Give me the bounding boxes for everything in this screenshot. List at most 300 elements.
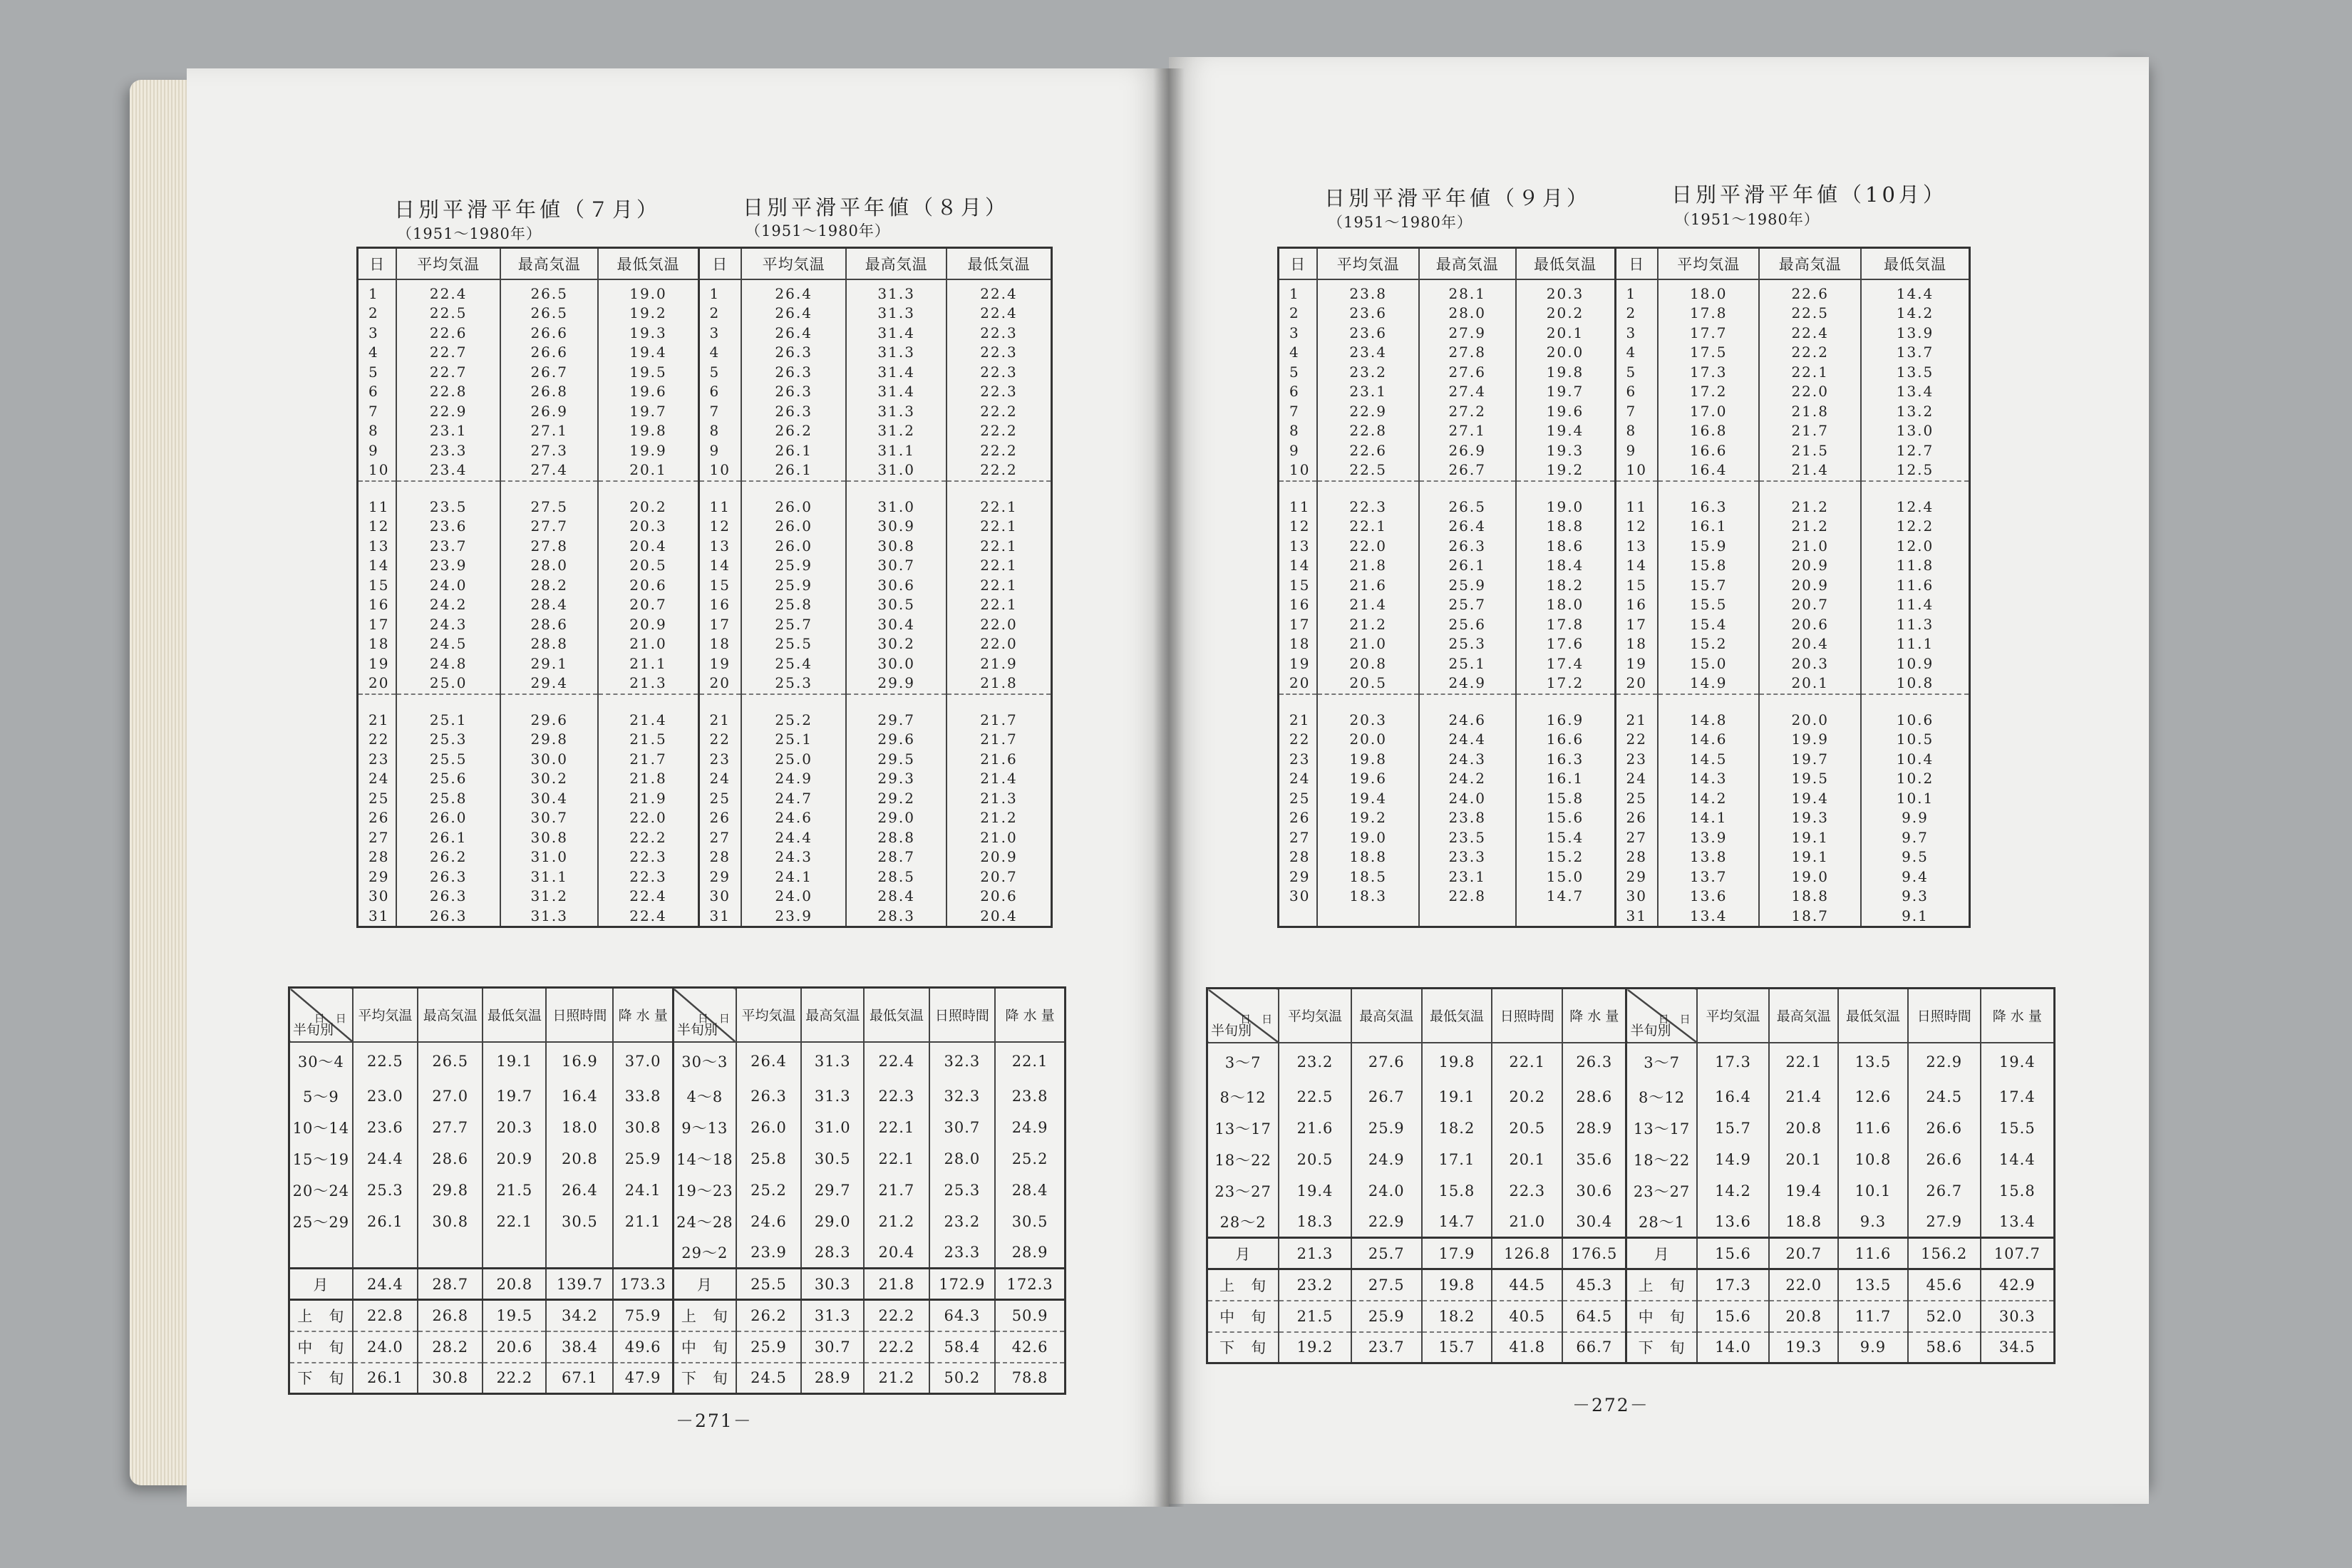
value-cell: 20.3 (483, 1112, 546, 1143)
day-cell (1279, 907, 1318, 927)
value-cell: 25.9 (1351, 1301, 1422, 1332)
value-cell: 58.4 (929, 1331, 996, 1363)
value-cell: 24.6 (736, 1206, 801, 1237)
value-cell: 23.9 (396, 556, 500, 576)
value-cell: 15.2 (1658, 634, 1760, 654)
value-cell: 13.8 (1658, 847, 1760, 867)
day-cell: 21 (1615, 694, 1658, 731)
table-row (358, 828, 1052, 848)
value-cell (546, 1237, 613, 1269)
value-cell: 29.4 (500, 674, 599, 694)
value-cell: 14.5 (1658, 750, 1760, 770)
day-cell: 30 (1615, 887, 1658, 907)
day-cell: 7 (358, 402, 397, 422)
value-cell: 21.9 (947, 654, 1052, 674)
value-cell: 10.1 (1838, 1175, 1908, 1207)
value-cell: 31.0 (801, 1112, 864, 1143)
value-cell: 19.4 (1981, 1043, 2055, 1081)
value-cell: 64.3 (929, 1300, 996, 1331)
table-row (1279, 694, 1970, 731)
value-cell: 22.4 (864, 1042, 929, 1080)
value-cell: 14.3 (1658, 769, 1760, 789)
value-cell: 30.3 (801, 1269, 864, 1300)
value-cell: 18.2 (1422, 1301, 1492, 1332)
value-cell: 19.6 (1317, 769, 1419, 789)
table-row (358, 674, 1052, 694)
value-cell: 18.8 (1769, 1207, 1838, 1238)
value-cell: 17.8 (1658, 304, 1760, 324)
table-row (1207, 1043, 2055, 1081)
value-cell: 14.2 (1658, 789, 1760, 809)
value-cell: 24.2 (396, 595, 500, 615)
value-cell: 28.9 (801, 1363, 864, 1394)
value-cell: 11.7 (1838, 1301, 1908, 1332)
period-cell: 上 旬 (1626, 1269, 1697, 1301)
value-cell (613, 1237, 673, 1269)
day-cell: 7 (1279, 402, 1318, 422)
value-cell (353, 1237, 418, 1269)
value-cell: 22.0 (598, 808, 698, 828)
period-cell: 29～2 (673, 1237, 736, 1269)
period-cell: 30～3 (673, 1042, 736, 1080)
table-row (358, 750, 1052, 770)
col-max-temp: 最高気温 (801, 988, 864, 1042)
day-cell: 18 (1279, 634, 1318, 654)
day-cell: 20 (698, 674, 741, 694)
period-cell: 下 旬 (673, 1363, 736, 1394)
value-cell: 20.3 (1759, 654, 1861, 674)
day-cell: 14 (698, 556, 741, 576)
value-cell: 15.2 (1516, 847, 1616, 867)
day-cell: 12 (1615, 517, 1658, 537)
value-cell: 29.1 (500, 654, 599, 674)
table-row (289, 1143, 1066, 1175)
value-cell: 14.4 (1861, 279, 1970, 304)
value-cell: 21.6 (947, 750, 1052, 770)
value-cell: 78.8 (995, 1363, 1065, 1394)
day-cell: 1 (698, 279, 741, 304)
value-cell: 14.4 (1981, 1144, 2055, 1175)
value-cell: 24.9 (1351, 1144, 1422, 1175)
value-cell: 21.4 (1769, 1081, 1838, 1113)
table-row (358, 537, 1052, 557)
period-cell: 3～7 (1626, 1043, 1697, 1081)
value-cell: 19.0 (1516, 481, 1616, 517)
value-cell: 20.7 (1759, 595, 1861, 615)
value-cell: 15.8 (1658, 556, 1760, 576)
value-cell: 21.8 (598, 769, 698, 789)
value-cell: 29.6 (846, 730, 947, 750)
value-cell: 21.2 (864, 1363, 929, 1394)
table-row (358, 382, 1052, 402)
value-cell: 19.1 (1759, 847, 1861, 867)
day-cell: 18 (1615, 634, 1658, 654)
value-cell: 19.8 (1422, 1269, 1492, 1301)
value-cell: 31.3 (801, 1080, 864, 1112)
day-cell: 31 (1615, 907, 1658, 927)
value-cell: 23.1 (1317, 382, 1419, 402)
value-cell: 25.5 (736, 1269, 801, 1300)
value-cell: 13.6 (1697, 1207, 1770, 1238)
day-cell: 16 (1279, 595, 1318, 615)
value-cell: 21.2 (1759, 517, 1861, 537)
value-cell: 20.4 (1759, 634, 1861, 654)
col-sunshine: 日照時間 (1908, 989, 1981, 1043)
value-cell: 15.0 (1658, 654, 1760, 674)
period-cell: 月 (673, 1269, 736, 1300)
value-cell: 27.8 (500, 537, 599, 557)
value-cell: 22.1 (1317, 517, 1419, 537)
value-cell: 17.3 (1697, 1269, 1770, 1301)
value-cell: 25.2 (736, 1175, 801, 1206)
day-cell: 6 (1279, 382, 1318, 402)
table-row (289, 1237, 1066, 1269)
period-cell: 下 旬 (289, 1363, 353, 1394)
value-cell: 21.1 (598, 654, 698, 674)
value-cell: 30.4 (1562, 1207, 1626, 1238)
table-row (358, 730, 1052, 750)
value-cell: 45.3 (1562, 1269, 1626, 1301)
day-cell: 21 (1279, 694, 1318, 731)
value-cell: 26.7 (1351, 1081, 1422, 1113)
value-cell: 25.7 (741, 615, 846, 635)
value-cell: 16.6 (1516, 730, 1616, 750)
value-cell: 24.2 (1419, 769, 1516, 789)
table-row (1279, 324, 1970, 344)
value-cell: 22.0 (1759, 382, 1861, 402)
col-min-temp: 最低気温 (483, 988, 546, 1042)
table-row (358, 481, 1052, 517)
value-cell: 20.9 (1759, 576, 1861, 596)
value-cell: 21.7 (947, 694, 1052, 731)
period-cell: 上 旬 (289, 1300, 353, 1331)
value-cell: 19.3 (598, 324, 698, 344)
day-cell: 8 (1615, 421, 1658, 441)
period-cell: 中 旬 (1626, 1301, 1697, 1332)
ten-day-row (1207, 1269, 2055, 1301)
value-cell: 17.2 (1516, 674, 1616, 694)
table-row (1279, 537, 1970, 557)
value-cell: 22.5 (1317, 460, 1419, 481)
corner-label: 半旬別 (293, 1021, 334, 1038)
value-cell: 16.9 (1516, 694, 1616, 731)
value-cell: 20.0 (1516, 343, 1616, 363)
value-cell: 23.9 (736, 1237, 801, 1269)
value-cell: 19.2 (1279, 1332, 1351, 1363)
value-cell: 19.8 (1516, 363, 1616, 383)
value-cell: 16.1 (1658, 517, 1760, 537)
value-cell: 23.3 (929, 1237, 996, 1269)
table-row (289, 1112, 1066, 1143)
value-cell: 21.8 (864, 1269, 929, 1300)
half-decade-table-sep-oct (1206, 987, 2056, 1364)
col-max-temp: 最高気温 (846, 248, 947, 279)
day-cell: 22 (1279, 730, 1318, 750)
value-cell: 20.0 (1759, 694, 1861, 731)
day-cell: 2 (698, 304, 741, 324)
value-cell (483, 1237, 546, 1269)
value-cell: 18.0 (1516, 595, 1616, 615)
day-cell: 17 (1279, 615, 1318, 635)
day-cell: 5 (698, 363, 741, 383)
table-row (358, 907, 1052, 927)
day-cell: 18 (358, 634, 397, 654)
day-cell: 3 (358, 324, 397, 344)
day-cell: 19 (698, 654, 741, 674)
table-row (1279, 808, 1970, 828)
day-cell: 19 (1279, 654, 1318, 674)
value-cell: 26.5 (1419, 481, 1516, 517)
day-cell: 3 (1279, 324, 1318, 344)
value-cell: 34.2 (546, 1300, 613, 1331)
value-cell: 25.3 (1419, 634, 1516, 654)
day-cell: 6 (358, 382, 397, 402)
value-cell: 26.1 (741, 441, 846, 461)
value-cell: 23.6 (1317, 324, 1419, 344)
value-cell: 19.2 (1317, 808, 1419, 828)
value-cell: 13.9 (1861, 324, 1970, 344)
value-cell: 24.6 (1419, 694, 1516, 731)
value-cell: 22.1 (864, 1143, 929, 1175)
value-cell: 31.1 (846, 441, 947, 461)
day-cell: 12 (358, 517, 397, 537)
value-cell: 22.6 (1317, 441, 1419, 461)
day-cell: 13 (358, 537, 397, 557)
value-cell: 30.7 (929, 1112, 996, 1143)
day-cell: 5 (358, 363, 397, 383)
value-cell: 22.3 (947, 324, 1052, 344)
day-cell: 2 (358, 304, 397, 324)
value-cell: 17.4 (1981, 1081, 2055, 1113)
value-cell: 75.9 (613, 1300, 673, 1331)
value-cell: 27.6 (1351, 1043, 1422, 1081)
value-cell: 24.4 (353, 1143, 418, 1175)
value-cell: 176.5 (1562, 1238, 1626, 1269)
day-cell: 15 (1615, 576, 1658, 596)
value-cell: 19.3 (1759, 808, 1861, 828)
value-cell (1317, 907, 1419, 927)
period-cell: 8～12 (1207, 1081, 1279, 1113)
value-cell: 23.3 (396, 441, 500, 461)
value-cell: 25.9 (1419, 576, 1516, 596)
table-row (358, 867, 1052, 887)
value-cell: 31.3 (846, 304, 947, 324)
day-cell: 28 (1615, 847, 1658, 867)
value-cell: 19.7 (1516, 382, 1616, 402)
value-cell: 19.4 (1759, 789, 1861, 809)
value-cell: 19.2 (1516, 460, 1616, 481)
value-cell: 23.3 (1419, 847, 1516, 867)
value-cell: 20.7 (947, 867, 1052, 887)
table-row (1279, 382, 1970, 402)
corner-sublabel: 日 日 (1658, 1012, 1691, 1026)
value-cell: 29.2 (846, 789, 947, 809)
value-cell: 21.3 (598, 674, 698, 694)
value-cell: 13.9 (1658, 828, 1760, 848)
value-cell: 14.1 (1658, 808, 1760, 828)
value-cell: 10.1 (1861, 789, 1970, 809)
day-cell: 29 (1615, 867, 1658, 887)
value-cell: 22.1 (1769, 1043, 1838, 1081)
value-cell: 23.7 (396, 537, 500, 557)
table-row (358, 402, 1052, 422)
value-cell: 23.7 (1351, 1332, 1422, 1363)
value-cell: 19.3 (1769, 1332, 1838, 1363)
table-row (1279, 674, 1970, 694)
value-cell: 26.0 (741, 537, 846, 557)
table-row (1279, 887, 1970, 907)
table-row (1207, 1144, 2055, 1175)
day-cell: 24 (1279, 769, 1318, 789)
month-total-row (289, 1269, 1066, 1300)
value-cell: 30.8 (613, 1112, 673, 1143)
value-cell: 9.9 (1861, 808, 1970, 828)
value-cell: 27.9 (1908, 1207, 1981, 1238)
day-cell: 5 (1615, 363, 1658, 383)
value-cell: 20.8 (1317, 654, 1419, 674)
value-cell: 20.9 (947, 847, 1052, 867)
table-row (358, 634, 1052, 654)
col-min-temp: 最低気温 (864, 988, 929, 1042)
value-cell: 14.2 (1697, 1175, 1770, 1207)
period-cell (289, 1237, 353, 1269)
value-cell: 126.8 (1492, 1238, 1562, 1269)
period-cell: 月 (1207, 1238, 1279, 1269)
day-cell: 26 (1615, 808, 1658, 828)
value-cell: 16.3 (1516, 750, 1616, 770)
table-row (1207, 1207, 2055, 1238)
value-cell: 19.1 (1759, 828, 1861, 848)
period-cell: 上 旬 (1207, 1269, 1279, 1301)
day-cell: 19 (1615, 654, 1658, 674)
left-page-edges (130, 80, 194, 1485)
period-cell: 14～18 (673, 1143, 736, 1175)
value-cell: 20.3 (598, 517, 698, 537)
value-cell: 19.4 (1317, 789, 1419, 809)
col-precip: 降 水 量 (995, 988, 1065, 1042)
value-cell: 41.8 (1492, 1332, 1562, 1363)
value-cell: 24.4 (741, 828, 846, 848)
value-cell: 22.4 (396, 279, 500, 304)
value-cell: 10.5 (1861, 730, 1970, 750)
value-cell: 10.2 (1861, 769, 1970, 789)
value-cell: 12.2 (1861, 517, 1970, 537)
day-cell: 23 (698, 750, 741, 770)
value-cell: 19.5 (598, 363, 698, 383)
value-cell: 26.7 (500, 363, 599, 383)
day-cell: 16 (358, 595, 397, 615)
corner-header (673, 988, 736, 1042)
day-cell: 27 (1615, 828, 1658, 848)
value-cell: 14.7 (1516, 887, 1616, 907)
value-cell: 30.6 (846, 576, 947, 596)
value-cell: 52.0 (1908, 1301, 1981, 1332)
col-day: 日 (698, 248, 741, 279)
value-cell: 22.1 (947, 576, 1052, 596)
value-cell: 47.9 (613, 1363, 673, 1394)
period-cell: 月 (1626, 1238, 1697, 1269)
table-row (358, 789, 1052, 809)
value-cell: 12.4 (1861, 481, 1970, 517)
value-cell: 25.9 (741, 576, 846, 596)
value-cell: 21.0 (1759, 537, 1861, 557)
value-cell: 26.3 (741, 382, 846, 402)
value-cell: 26.3 (741, 363, 846, 383)
col-min-temp: 最低気温 (1422, 989, 1492, 1043)
value-cell: 28.3 (846, 907, 947, 927)
value-cell: 29.7 (846, 694, 947, 731)
value-cell: 19.3 (1516, 441, 1616, 461)
col-mean-temp: 平均気温 (1317, 248, 1419, 279)
col-max-temp: 最高気温 (1759, 248, 1861, 279)
col-min-temp: 最低気温 (598, 248, 698, 279)
value-cell: 20.9 (1759, 556, 1861, 576)
period-cell: 下 旬 (1626, 1332, 1697, 1363)
value-cell: 28.5 (846, 867, 947, 887)
day-cell: 20 (358, 674, 397, 694)
table-row (358, 654, 1052, 674)
value-cell: 25.2 (741, 694, 846, 731)
value-cell: 22.6 (396, 324, 500, 344)
value-cell: 26.0 (736, 1112, 801, 1143)
value-cell: 19.5 (1759, 769, 1861, 789)
table-row (1279, 343, 1970, 363)
day-cell: 1 (1279, 279, 1318, 304)
value-cell: 30.9 (846, 517, 947, 537)
value-cell: 17.0 (1658, 402, 1760, 422)
value-cell: 22.3 (598, 867, 698, 887)
value-cell: 20.4 (598, 537, 698, 557)
value-cell: 20.3 (1317, 694, 1419, 731)
col-mean-temp: 平均気温 (736, 988, 801, 1042)
value-cell: 9.7 (1861, 828, 1970, 848)
table-row (1279, 828, 1970, 848)
value-cell: 27.2 (1419, 402, 1516, 422)
value-cell: 14.7 (1422, 1207, 1492, 1238)
table-row (358, 556, 1052, 576)
value-cell: 22.3 (864, 1080, 929, 1112)
value-cell: 27.5 (500, 481, 599, 517)
value-cell: 22.1 (1759, 363, 1861, 383)
month-total-row (1207, 1238, 2055, 1269)
value-cell: 31.0 (500, 847, 599, 867)
value-cell: 28.6 (1562, 1081, 1626, 1113)
value-cell: 20.5 (598, 556, 698, 576)
value-cell: 28.6 (500, 615, 599, 635)
value-cell: 23.2 (1279, 1043, 1351, 1081)
value-cell: 21.7 (864, 1175, 929, 1206)
day-cell: 1 (1615, 279, 1658, 304)
period-cell: 28～1 (1626, 1207, 1697, 1238)
value-cell: 23.5 (1419, 828, 1516, 848)
value-cell: 30.7 (500, 808, 599, 828)
corner-label: 半旬別 (1630, 1022, 1671, 1038)
day-cell: 20 (1615, 674, 1658, 694)
value-cell: 18.0 (546, 1112, 613, 1143)
value-cell: 24.0 (1351, 1175, 1422, 1207)
value-cell: 21.9 (598, 789, 698, 809)
value-cell: 22.7 (396, 343, 500, 363)
table-row (1279, 481, 1970, 517)
value-cell: 15.7 (1658, 576, 1760, 596)
value-cell: 13.4 (1861, 382, 1970, 402)
col-min-temp: 最低気温 (1516, 248, 1616, 279)
value-cell: 29.8 (500, 730, 599, 750)
value-cell: 27.4 (1419, 382, 1516, 402)
value-cell: 24.5 (396, 634, 500, 654)
page-272 (1169, 57, 2149, 1504)
table-row (358, 460, 1052, 481)
